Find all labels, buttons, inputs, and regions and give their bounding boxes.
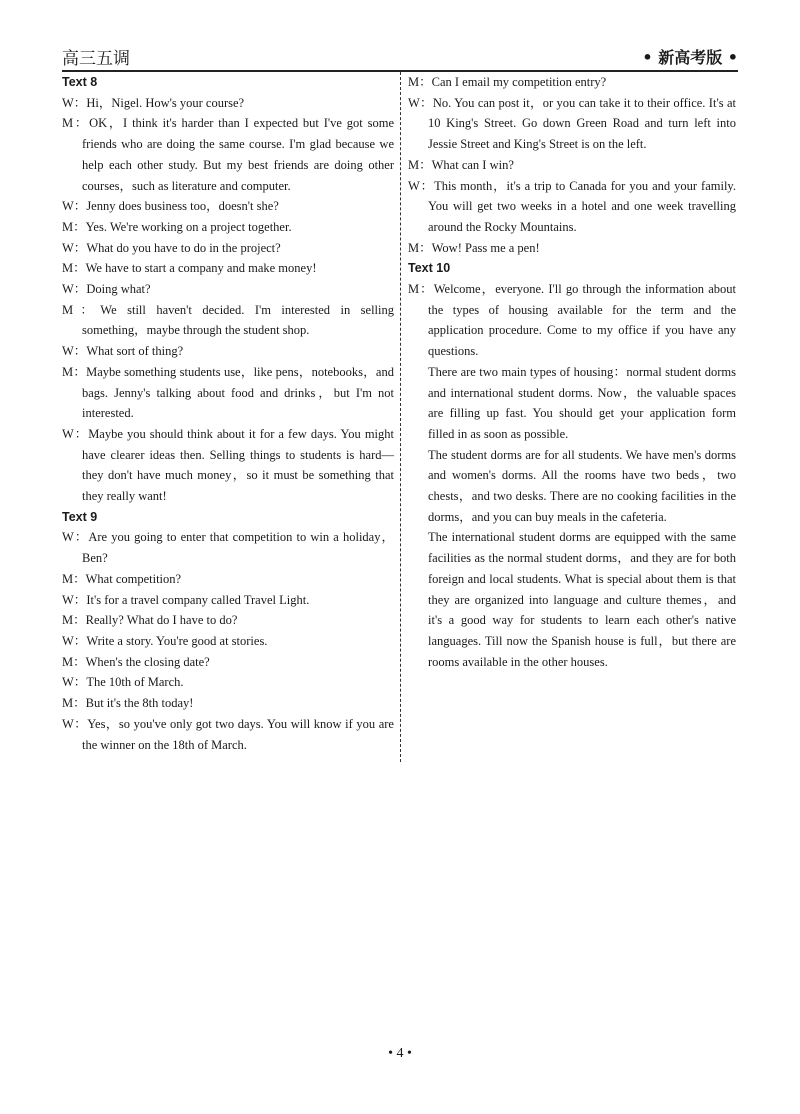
speaker: W： <box>408 178 435 193</box>
text10-title: Text 10 <box>408 261 451 276</box>
speaker: W： <box>62 282 87 297</box>
utterance: We still haven't decided. I'm interested in selling something，maybe through the student shop. <box>82 302 394 338</box>
utterance: When's the closing date? <box>85 654 210 669</box>
speaker: W： <box>62 675 87 690</box>
utterance: Doing what? <box>86 282 151 297</box>
speaker: W： <box>62 530 89 545</box>
dialogue-line <box>62 217 394 238</box>
dialogue-line <box>62 590 394 611</box>
utterance: Maybe something students use，like pens，notebooks，and bags. Jenny's talking about food and drinks，but I'm not interested. <box>82 364 394 421</box>
utterance: Really? What do I have to do? <box>85 613 238 628</box>
monologue-paragraph: The international student dorms are equipped with the same facilities as the normal student dorms，and they are for both foreign and local students. What is special about them is that they are organized into language and culture themes，and it's a good way for students to learn each other's native languages. Till now the Spanish house is full，but there are rooms available in the other houses. <box>428 530 736 669</box>
utterance: We have to start a company and make money! <box>85 261 317 276</box>
speaker: M： <box>62 219 86 234</box>
right-column <box>408 72 736 672</box>
dialogue-line <box>62 693 394 714</box>
monologue-paragraph <box>408 279 736 362</box>
speaker: M： <box>62 364 87 379</box>
dialogue-line <box>62 527 394 568</box>
utterance: Write a story. You're good at stories. <box>86 633 268 648</box>
speaker: M： <box>62 696 86 711</box>
exam-title: 高三五调 <box>62 49 130 69</box>
dialogue-line <box>62 362 394 424</box>
speaker: W： <box>62 592 87 607</box>
utterance: Hi，Nigel. How's your course? <box>86 95 245 110</box>
utterance: What sort of thing? <box>86 344 184 359</box>
dialogue-line <box>62 610 394 631</box>
edition-label: • 新高考版 • <box>642 48 738 67</box>
dialogue-line <box>62 300 394 341</box>
dialogue-line <box>408 93 736 155</box>
utterance: Yes. We're working on a project together. <box>85 219 292 234</box>
speaker: M： <box>408 240 432 255</box>
dialogue-line <box>408 155 736 176</box>
paragraph-text: Welcome，everyone. I'll go through the information about the types of housing available for the term and the application procedure. Come to my office if you have any questions. <box>428 282 736 359</box>
utterance: Yes，so you've only got two days. You will know if you are the winner on the 18th of March. <box>82 716 394 752</box>
dialogue-line <box>62 258 394 279</box>
utterance: The 10th of March. <box>86 675 184 690</box>
dialogue-line <box>62 672 394 693</box>
dialogue-line <box>408 176 736 238</box>
page-header <box>62 44 738 68</box>
speaker: W： <box>62 199 87 214</box>
speaker: W： <box>62 426 89 441</box>
speaker: M： <box>62 261 86 276</box>
speaker: M： <box>62 654 86 669</box>
utterance: But it's the 8th today! <box>85 696 194 711</box>
speaker: M： <box>62 116 90 131</box>
speaker: M： <box>408 157 432 172</box>
utterance: This month，it's a trip to Canada for you and your family. You will get two weeks in a hotel and one week travelling around the Rocky Mountains. <box>428 178 736 234</box>
utterance: What do you have to do in the project? <box>86 240 281 255</box>
utterance: It's for a travel company called Travel Light. <box>86 592 310 607</box>
dialogue-line <box>62 113 394 196</box>
utterance: Jenny does business too，doesn't she? <box>86 199 279 214</box>
left-column <box>62 72 394 755</box>
speaker: W： <box>62 633 87 648</box>
utterance: OK，I think it's harder than I expected but I've got some friends who are doing the same course. I'm glad because we help each other study. But my best friends are doing other courses，such as literature and computer. <box>82 116 394 193</box>
dialogue-line <box>62 569 394 590</box>
dialogue-line <box>62 652 394 673</box>
monologue-paragraph: The student dorms are for all students. We have men's dorms and women's dorms. All the rooms have two beds，two chests，and two desks. There are no cooking facilities in the dorms，and you can buy meals in the cafeteria. <box>428 447 736 524</box>
dialogue-line <box>62 238 394 259</box>
speaker: M： <box>408 282 434 297</box>
utterance: No. You can post it，or you can take it to their office. It's at 10 King's Street. Go down Green Road and turn left into Jessie Street and King's Street is on the left. <box>428 95 736 152</box>
dialogue-line <box>62 93 394 114</box>
text8-title: Text 8 <box>62 75 98 89</box>
dialogue-line <box>62 631 394 652</box>
dialogue-line <box>62 196 394 217</box>
speaker: W： <box>62 95 87 110</box>
utterance: Can I email my competition entry? <box>431 75 607 89</box>
text9-title: Text 9 <box>62 509 98 524</box>
speaker: M： <box>408 75 432 89</box>
speaker: M： <box>62 302 101 317</box>
speaker: M： <box>62 571 86 586</box>
dialogue-line <box>62 279 394 300</box>
dialogue-line <box>62 424 394 507</box>
utterance: Wow! Pass me a pen! <box>431 240 540 255</box>
speaker: W： <box>62 240 87 255</box>
utterance: Are you going to enter that competition to win a holiday，Ben? <box>82 530 394 566</box>
speaker: W： <box>62 344 87 359</box>
speaker: M： <box>62 613 86 628</box>
speaker: W： <box>408 95 433 110</box>
dialogue-line <box>408 238 736 259</box>
dialogue-line <box>62 714 394 755</box>
utterance: What competition? <box>85 571 182 586</box>
speaker: W： <box>62 716 88 731</box>
page-number: • 4 • <box>388 1046 412 1061</box>
dialogue-line <box>408 72 736 93</box>
utterance: Maybe you should think about it for a few days. You might have clearer ideas then. Selling things to students is hard—they don't have much money，so it must be something that they really want! <box>82 426 394 504</box>
column-divider <box>400 72 401 762</box>
dialogue-line <box>62 341 394 362</box>
utterance: What can I win? <box>431 157 514 172</box>
monologue-paragraph: There are two main types of housing：normal student dorms and international student dorms. Now，the valuable spaces are filling up fast. You should get your application form filled in as soon as possible. <box>428 364 736 441</box>
